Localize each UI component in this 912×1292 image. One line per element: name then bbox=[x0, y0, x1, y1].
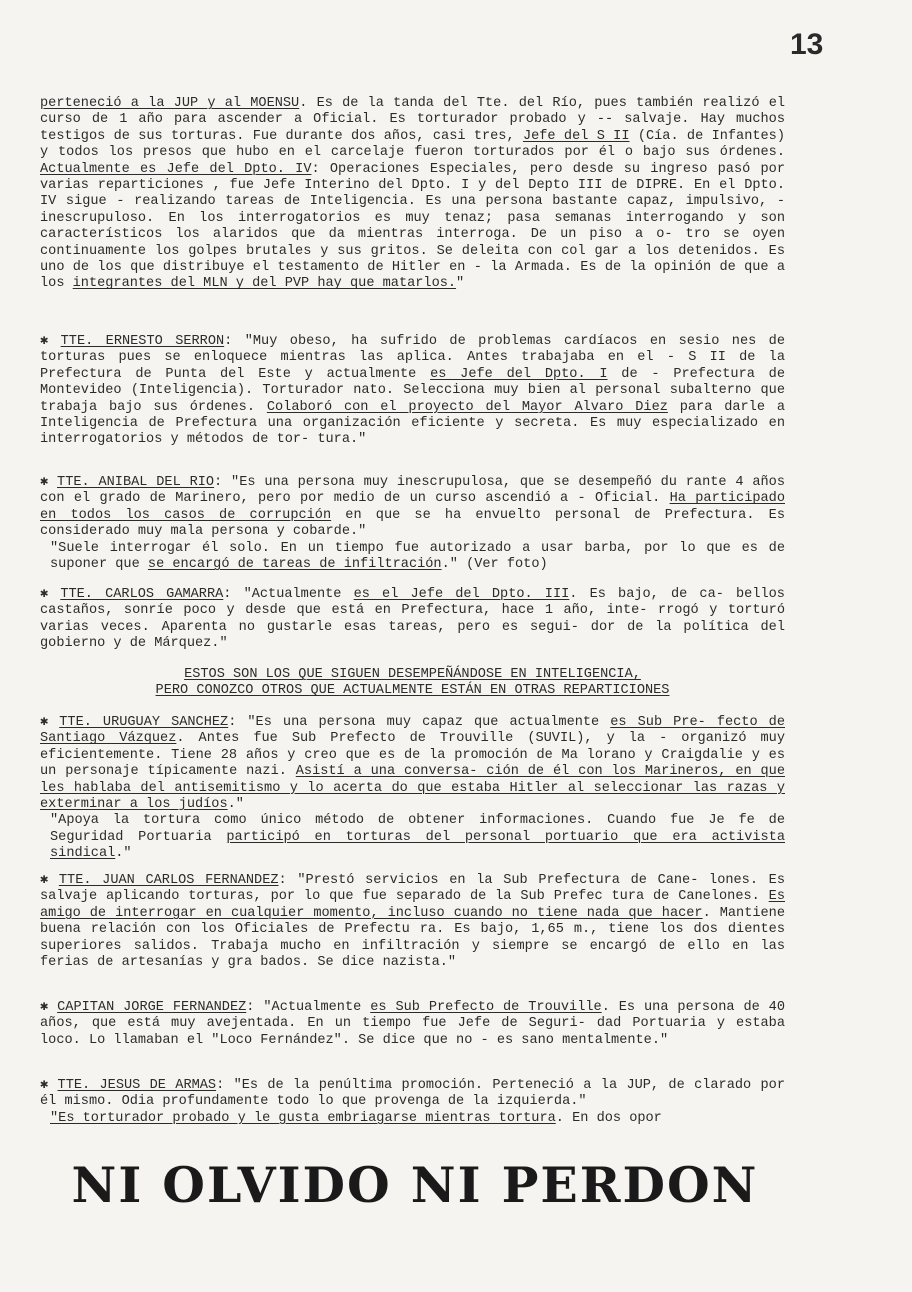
bullet-icon: ✱ bbox=[40, 873, 49, 888]
text: : "Es de la penúltima promoción. Perteneció a la JUP, de clarado por él mismo. Odia profundamente todo lo que provenga de la izquierda." bbox=[40, 1078, 785, 1110]
underlined-text: participó en torturas del personal portuario que era activista sindical bbox=[50, 829, 785, 862]
text: ." bbox=[227, 797, 244, 813]
underlined-text: Ha participado en todos los casos de corrupción bbox=[40, 491, 785, 523]
intro-paragraph bbox=[40, 96, 785, 293]
underlined-text: es Jefe del Dpto. I bbox=[430, 366, 608, 382]
entry-jfernandez bbox=[40, 1000, 785, 1049]
text: (Cía. de Infantes) y todos los presos que hubo en el carcelaje fueron torturados por él o bajo sus órdenes. bbox=[40, 128, 785, 161]
text: . Es una persona de 40 años, que está muy avejentada. En un tiempo fue Jefe de Seguri- dad Portuaria y estaba loco. Lo llamaban el "Loco Fernández". Se dice que no - es sano mentalmente." bbox=[40, 1000, 785, 1048]
person-name: TTE. JUAN CARLOS FERNANDEZ bbox=[58, 873, 279, 888]
entry-gamarra bbox=[40, 587, 785, 653]
text: : "Muy obeso, ha sufrido de problemas cardíacos en sesio nes de torturas pues se enloquece mientras las aplica. Antes trabajaba en el - S II de la Prefectura de Punta del Este y actualmente bbox=[40, 334, 785, 382]
entry-serron bbox=[40, 334, 785, 449]
bullet-icon: ✱ bbox=[40, 334, 49, 349]
underlined-text: se encargó de tareas de infiltración bbox=[147, 557, 442, 573]
text: . En dos opor bbox=[555, 1110, 662, 1126]
text: : "Actualmente bbox=[246, 1000, 371, 1015]
bullet-icon: ✱ bbox=[40, 587, 49, 602]
underlined-text: Jefe del S II bbox=[522, 128, 630, 144]
bullet-icon: ✱ bbox=[40, 1000, 49, 1015]
bullet-icon: ✱ bbox=[40, 475, 49, 490]
text: ." (Ver foto) bbox=[441, 557, 548, 573]
person-name: CAPITAN JORGE FERNANDEZ bbox=[57, 1000, 247, 1015]
underlined-text: es el Jefe del Dpto. III bbox=[353, 587, 570, 602]
text: : "Actualmente bbox=[223, 587, 354, 602]
text: . Es bajo, de ca- bellos castaños, sonríe poco y desde que está en Prefectura, hace 1 año, inte- rrogó y torturó varias veces. Aparenta no gustarle esas tareas, pero es segui- dor de la política del gobierno y de Márquez." bbox=[40, 587, 785, 652]
bullet-icon: ✱ bbox=[40, 715, 49, 730]
heading-line-2: PERO CONOZCO OTROS QUE ACTUALMENTE ESTÁN EN OTRAS REPARTICIONES bbox=[155, 683, 670, 699]
text: : Operaciones Especiales, pero desde su ingreso pasó por varias reparticiones , fue Jefe Interino del Dpto. I y del Depto III de DIPRE. En el Dpto. IV sigue - realizando tareas de Inteligencia. Es una persona bastante capaz, impulsivo, - inescrupuloso. En los interrogatorios es muy tenaz; pasa semanas interrogando y son característicos los alaridos que da mientras interroga. De un piso a o- tro se oyen continuamente los golpes brutales y sus gritos. Se deleita con col gar a los detenidos. Es uno de los que distribuye el testamento de Hitler en - la Armada. Es de la opinión de que a los bbox=[40, 161, 786, 292]
underlined-text: integrantes del MLN y del PVP hay que matarlos. bbox=[72, 276, 457, 292]
entry-sanchez bbox=[40, 715, 785, 863]
underlined-text: Actualmente es Jefe del Dpto. IV bbox=[40, 161, 312, 177]
underlined-text: es Sub Pre- fecto de Santiago Vázquez bbox=[40, 715, 785, 747]
person-name: TTE. CARLOS GAMARRA bbox=[60, 587, 224, 602]
text: "Suele interrogar él solo. En un tiempo fue autorizado a usar barba, por lo que es de suponer que bbox=[50, 540, 785, 573]
text: en que se ha envuelto personal de Prefectura. Es considerado muy mala persona y cobarde." bbox=[40, 507, 785, 540]
entry-armas bbox=[40, 1078, 785, 1127]
section-heading bbox=[40, 667, 785, 700]
underlined-text: Colaboró con el proyecto del Mayor Alvaro Diez bbox=[266, 399, 668, 415]
underlined-text: perteneció a la JUP y al MOENSU bbox=[40, 96, 300, 111]
text: : "Es una persona muy inescrupulosa, que se desempeñó du rante 4 años con el grado de Marinero, pero por medio de un curso ascendió a - Oficial. bbox=[40, 475, 785, 507]
text: para darle a Inteligencia de Prefectura una organización eficiente y secreta. Es muy especializado en interrogatorios y métodos de tor- tura." bbox=[40, 399, 785, 448]
person-name: TTE. ANIBAL DEL RIO bbox=[57, 475, 215, 490]
underlined-text: Es amigo de interrogar en cualquier momento, incluso cuando no tiene nada que hacer bbox=[40, 889, 785, 921]
text: "Apoya la tortura como único método de obtener informaciones. Cuando fue Je fe de Seguridad Portuaria bbox=[50, 813, 785, 845]
underlined-text: Asistí a una conversa- ción de él con los Marineros, en que les hablaba del antisemitismo y lo acerta do que estaba Hitler al seleccionar las razas y exterminar a los judíos bbox=[40, 764, 785, 813]
entry-delrio bbox=[40, 475, 785, 573]
page-number: 13 bbox=[790, 28, 824, 61]
underlined-text: es Sub Prefecto de Trouville bbox=[370, 1000, 602, 1015]
bullet-icon: ✱ bbox=[40, 1078, 49, 1093]
text: " bbox=[456, 276, 465, 292]
underlined-text: "Es torturador probado y le gusta embriagarse mientras tortura bbox=[50, 1110, 556, 1126]
text: : "Prestó servicios en la Sub Prefectura de Cane- lones. Es salvaje aplicando torturas, por lo que fue separado de la Sub Prefec tura de Canelones. bbox=[40, 873, 785, 905]
person-name: TTE. JESUS DE ARMAS bbox=[57, 1078, 217, 1093]
text: . Antes fue Sub Prefecto de Trouville (SUVIL), y la - organizó muy eficientemente. Tiene 28 años y creo que es de la promoción de Ma lorano y Craigdalie y es un personaje típicamente nazi. bbox=[40, 731, 785, 780]
footer-slogan: NI OLVIDO NI PERDON bbox=[71, 1156, 759, 1214]
text: . Mantiene buena relación con los Oficiales de Prefectu ra. Es bajo, 1,65 m., tiene los dos dientes superiores salidos. Trabaja mucho en infiltración y siempre se encargó de ello en las ferias de artesanías y gra bados. Se dice nazista." bbox=[40, 905, 786, 971]
text: ." bbox=[115, 846, 132, 862]
text: de - Prefectura de Montevideo (Inteligencia). Torturador nato. Selecciona muy bien al personal subalterno que trabaja bajo sus órdenes. bbox=[40, 366, 785, 415]
entry-jcfernandez bbox=[40, 873, 785, 971]
heading-line-1: ESTOS SON LOS QUE SIGUEN DESEMPEÑÁNDOSE EN INTELIGENCIA, bbox=[184, 667, 641, 682]
text: . Es de la tanda del Tte. del Río, pues también realizó el curso de 1 año para ascender a Oficial. Es torturador probado y -- salvaje. Hay muchos testigos de sus torturas. Fue durante dos años, casi tres, bbox=[40, 96, 786, 144]
text: : "Es una persona muy capaz que actualmente bbox=[228, 715, 611, 730]
person-name: TTE. URUGUAY SANCHEZ bbox=[59, 715, 229, 730]
person-name: TTE. ERNESTO SERRON bbox=[60, 334, 225, 349]
